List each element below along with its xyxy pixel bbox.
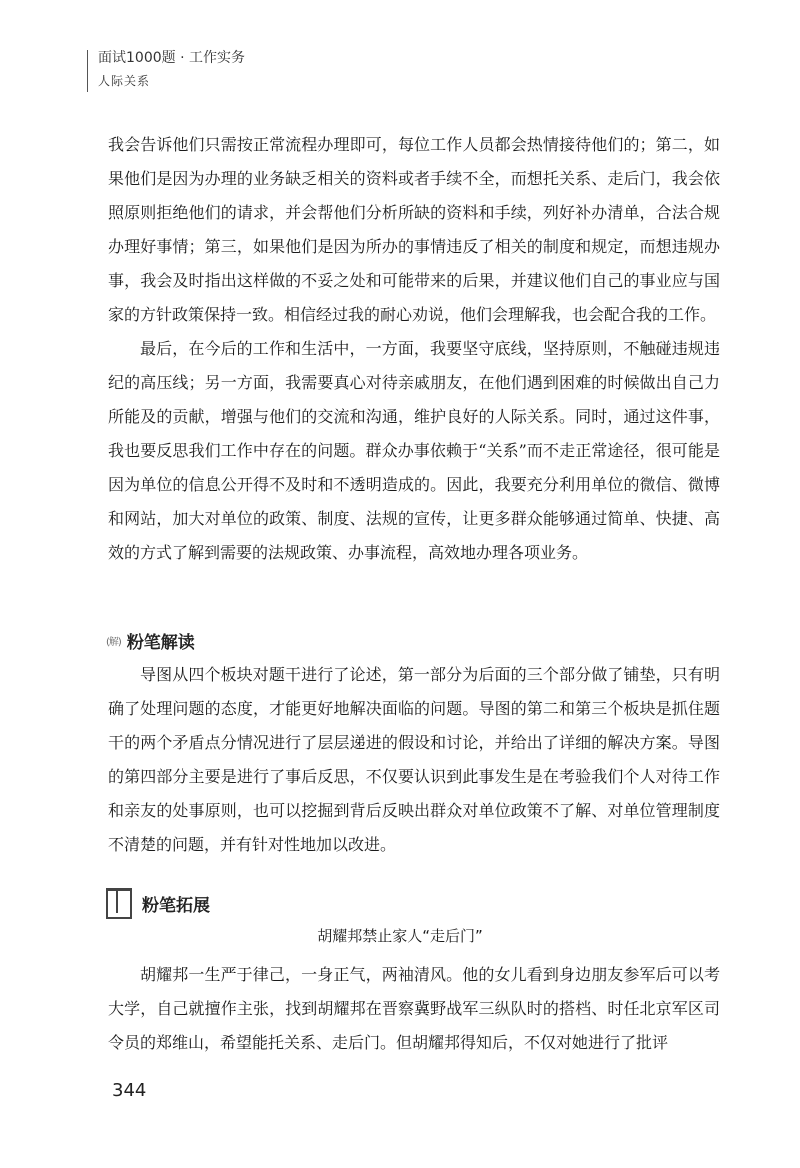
extension-heading bbox=[106, 888, 210, 919]
chapter-section: 人际关系 bbox=[98, 74, 151, 88]
continuation-text bbox=[108, 128, 720, 570]
paragraph: 导图从四个板块对题干进行了论述，第一部分为后面的三个部分做了铺垫，只有明确了处理问题的态度，才能更好地解决面临的问题。导图的第二和第三个板块是抓住题干的两个矛盾点分情况进行了层层递进的假设和讨论，并给出了详细的解决方案。导图的第四部分主要是进行了事后反思，不仅要认识到此事发生是在考验我们个人对待工作和亲友的处事原则，也可以挖掘到背后反映出群众对单位政策不了解、对单位管理制度不清楚的问题，并有针对性地加以改进。 bbox=[108, 665, 720, 854]
interpretation-heading bbox=[106, 628, 195, 653]
interpretation-icon: (解) bbox=[106, 637, 121, 648]
interpretation-body bbox=[108, 658, 720, 862]
extension-title: 粉笔拓展 bbox=[142, 896, 210, 916]
header-rule bbox=[87, 50, 90, 92]
extension-body bbox=[108, 958, 720, 1060]
paragraph: 我会告诉他们只需按正常流程办理即可，每位工作人员都会热情接待他们的；第二，如果他们是因为办理的业务缺乏相关的资料或者手续不全，而想托关系、走后门，我会依照原则拒绝他们的请求，并会帮他们分析所缺的资料和手续，列好补办清单，合法合规办理好事情；第三，如果他们是因为所办的事情违反了相关的制度和规定，而想违规办事，我会及时指出这样做的不妥之处和可能带来的后果，并建议他们自己的事业应与国家的方针政策保持一致。相信经过我的耐心劝说，他们会理解我，也会配合我的工作。 bbox=[108, 135, 720, 324]
page-number: 344 bbox=[112, 1080, 147, 1101]
book-title: 面试1000题 · 工作实务 bbox=[98, 50, 245, 66]
story-title: 胡耀邦禁止家人“走后门” bbox=[317, 927, 483, 945]
book-icon bbox=[106, 888, 132, 919]
paragraph: 胡耀邦一生严于律己，一身正气，两袖清风。他的女儿看到身边朋友参军后可以考大学，自己就擅作主张，找到胡耀邦在晋察冀野战军三纵队时的搭档、时任北京军区司令员的郑维山，希望能托关系、走后门。但胡耀邦得知后，不仅对她进行了批评 bbox=[108, 965, 720, 1052]
running-header bbox=[90, 48, 245, 90]
interpretation-title: 粉笔解读 bbox=[126, 633, 195, 653]
paragraph: 最后，在今后的工作和生活中，一方面，我要坚守底线，坚持原则，不触碰违规违纪的高压线；另一方面，我需要真心对待亲戚朋友，在他们遇到困难的时候做出自己力所能及的贡献，增强与他们的交流和沟通，维护良好的人际关系。同时，通过这件事，我也要反思我们工作中存在的问题。群众办事依赖于“关系”而不走正常途径，很可能是因为单位的信息公开得不及时和不透明造成的。因此，我要充分利用单位的微信、微博和网站，加大对单位的政策、制度、法规的宣传，让更多群众能够通过简单、快捷、高效的方式了解到需要的法规政策、办事流程，高效地办理各项业务。 bbox=[108, 339, 720, 562]
